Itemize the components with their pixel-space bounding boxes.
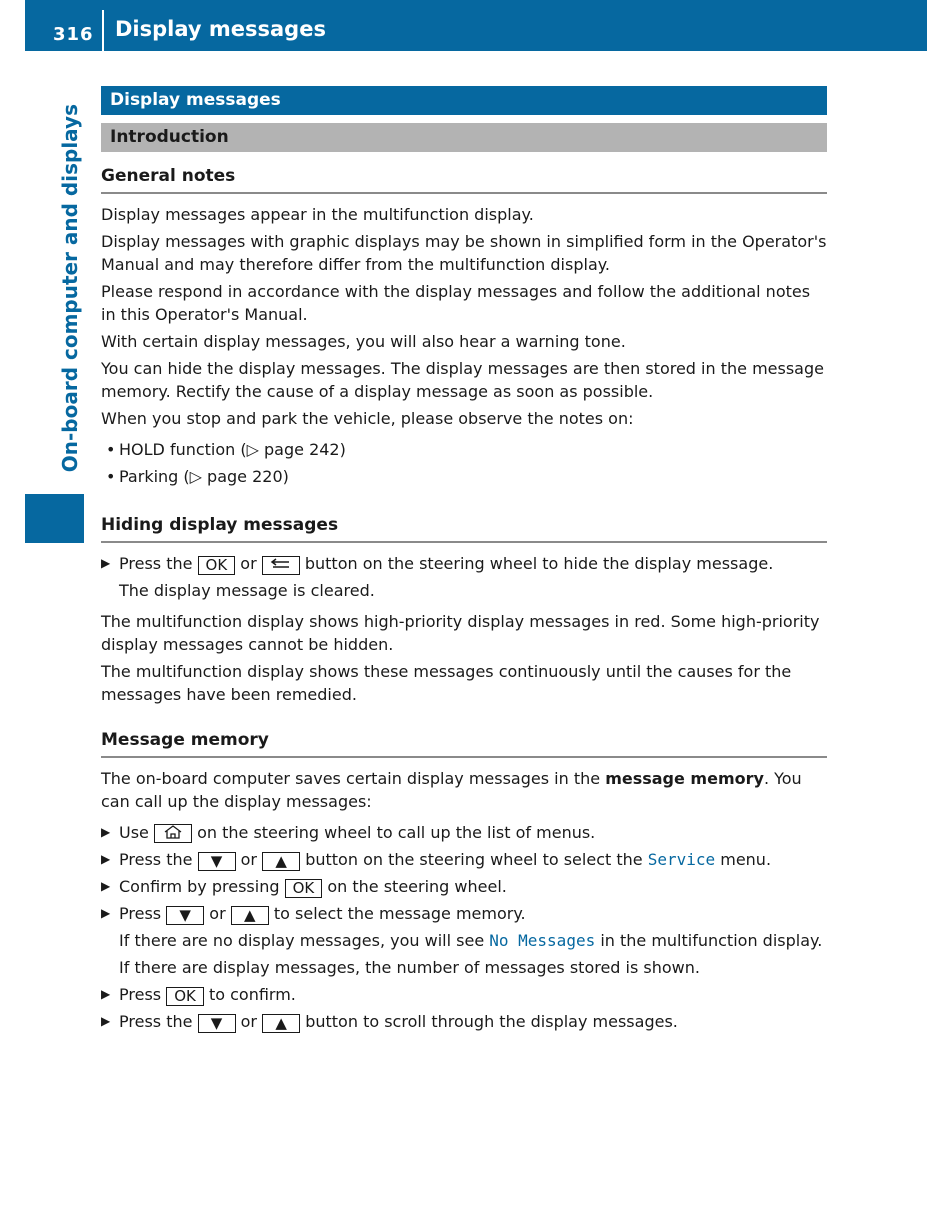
down-key-icon: ▼ [198,852,236,871]
paragraph: Display messages with graphic displays may be shown in simplified form in the Operator's Manual and may therefore differ from the multifunction display. [101,232,827,274]
paragraph: You can hide the display messages. The display messages are then stored in the message memory. Rectify the cause of a display message as soon as possible. [101,359,824,401]
paragraph: The on-board computer saves certain display messages in the message memory. You can call up the display messages: [101,769,802,811]
home-key-icon [154,824,192,843]
back-key-icon [262,556,300,575]
ok-key-icon: OK [198,556,236,575]
step-arrow-icon: ▶ [101,1014,111,1028]
instruction-step: ▶ Press the OK or button on the steering wheel to hide the display message. [101,554,774,574]
ok-key-icon: OK [285,879,323,898]
side-chapter-label: On-board computer and displays [58,104,82,473]
step-arrow-icon: ▶ [101,987,111,1001]
instruction-step: ▶ Use on the steering wheel to call up the list of menus. [101,823,596,842]
display-text-service: Service [647,850,716,869]
paragraph: Please respond in accordance with the display messages and follow the additional notes in this Operator's Manual. [101,282,811,324]
step-arrow-icon: ▶ [101,825,111,839]
instruction-step: ▶ Press the ▼ or ▲ button on the steering wheel to select the Service menu. [101,850,772,870]
instruction-step: ▶ Press OK to confirm. [101,985,296,1005]
page-header [25,0,927,51]
paragraph: The multifunction display shows high-priority display messages in red. Some high-priority display messages cannot be hidden. [101,612,820,654]
up-key-icon: ▲ [262,852,300,871]
message-memory-heading: Message memory [101,729,827,758]
instruction-step: ▶ Press ▼ or ▲ to select the message memory. [101,904,526,924]
instruction-step: ▶ Confirm by pressing OK on the steering wheel. [101,877,507,897]
hiding-messages-heading: Hiding display messages [101,514,827,543]
down-key-icon: ▼ [198,1014,236,1033]
step-result: The display message is cleared. [119,581,375,600]
instruction-step: ▶ Press the ▼ or ▲ button to scroll through the display messages. [101,1012,678,1032]
general-notes-heading: General notes [101,165,827,194]
up-key-icon: ▲ [231,906,269,925]
paragraph: The multifunction display shows these messages continuously until the causes for the messages have been remedied. [101,662,792,704]
display-text-no-messages: No Messages [489,931,596,950]
step-result: If there are no display messages, you will see No Messages in the multifunction display. [119,931,823,950]
paragraph: When you stop and park the vehicle, please observe the notes on: [101,409,634,428]
step-arrow-icon: ▶ [101,906,111,920]
list-item: • HOLD function (▷ page 242) [101,438,827,461]
step-arrow-icon: ▶ [101,556,111,570]
step-arrow-icon: ▶ [101,852,111,866]
step-result: If there are display messages, the number of messages stored is shown. [119,958,700,977]
up-key-icon: ▲ [262,1014,300,1033]
header-divider [102,10,104,51]
down-key-icon: ▼ [166,906,204,925]
step-arrow-icon: ▶ [101,879,111,893]
ok-key-icon: OK [166,987,204,1006]
paragraph: With certain display messages, you will also hear a warning tone. [101,332,626,351]
page-number: 316 [53,24,94,45]
page-content [101,86,827,1037]
header-title: Display messages [115,17,326,41]
bold-term: message memory [605,769,764,788]
list-item: • Parking (▷ page 220) [101,465,827,488]
side-chapter-tab [25,494,84,543]
section-title-bar: Display messages [101,86,827,115]
subsection-title-bar: Introduction [101,123,827,152]
paragraph: Display messages appear in the multifunction display. [101,205,534,224]
